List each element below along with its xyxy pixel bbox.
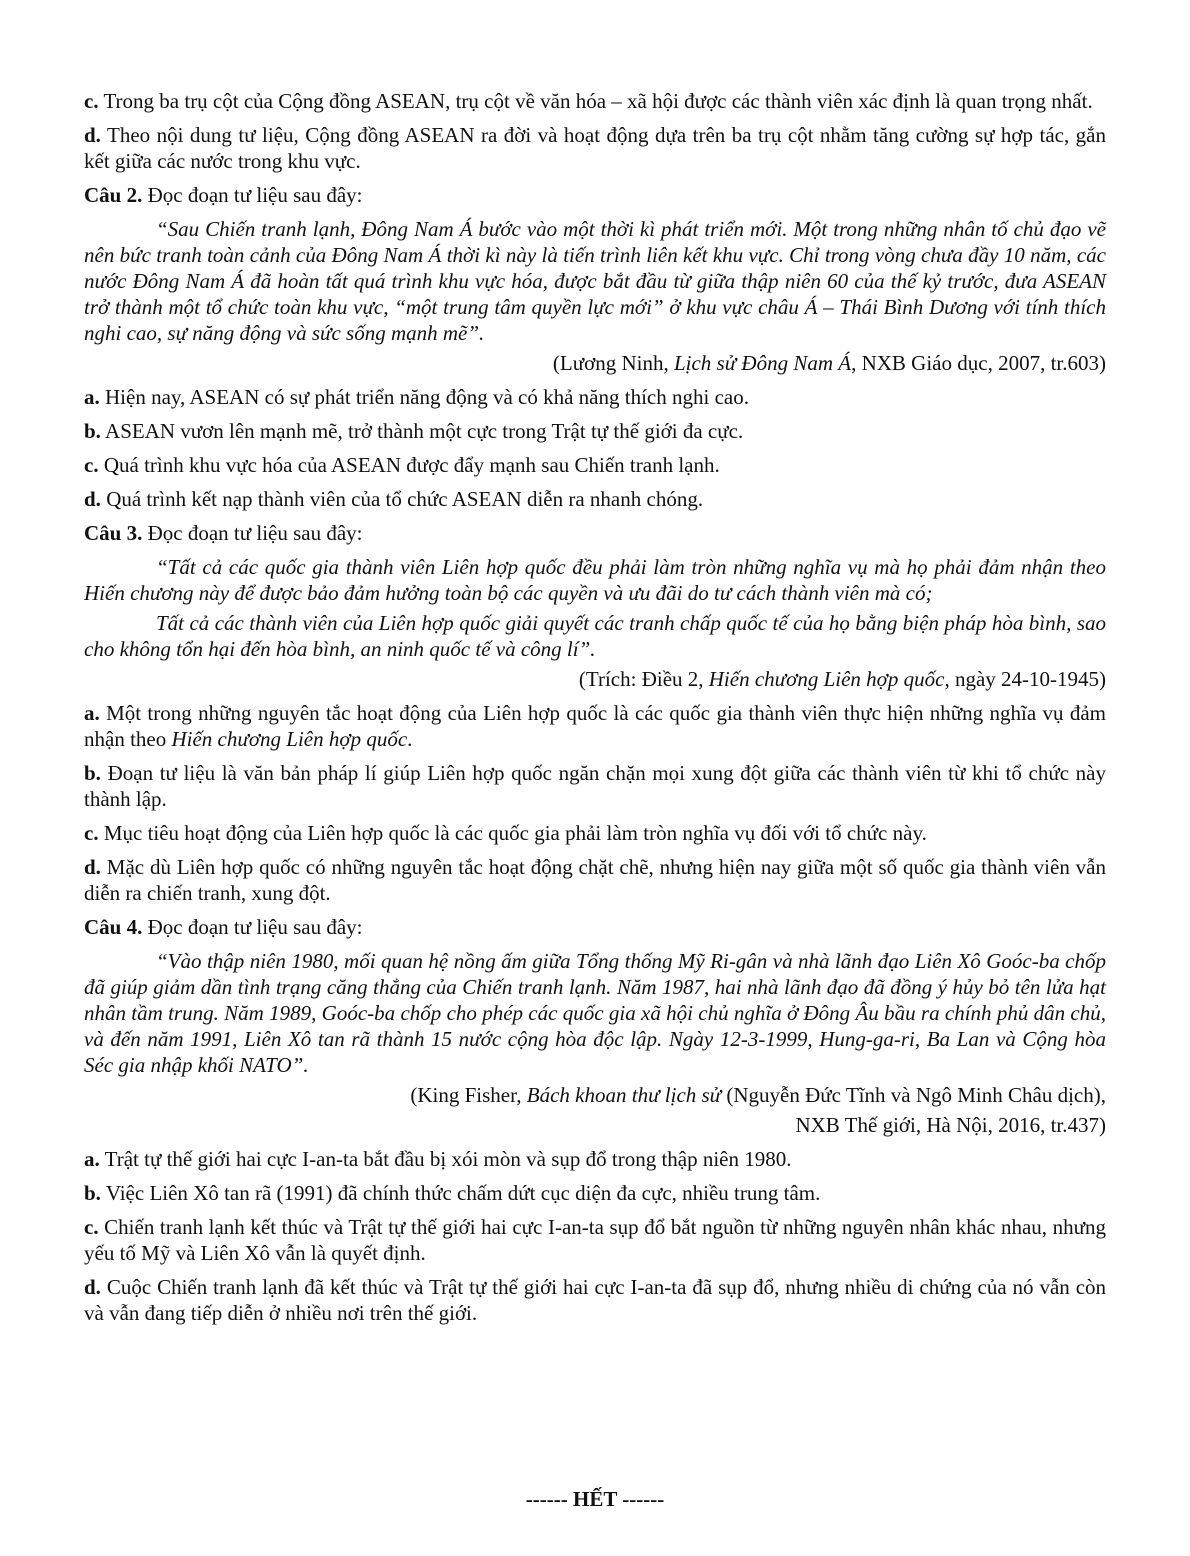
option-label: b. — [84, 761, 101, 785]
q2-option-a — [84, 384, 1106, 410]
q3-heading — [84, 520, 1106, 546]
option-label: b. — [84, 1181, 101, 1205]
option-label: c. — [84, 1215, 99, 1239]
option-label: c. — [84, 821, 99, 845]
q2-quote: “Sau Chiến tranh lạnh, Đông Nam Á bước vào một thời kì phát triển mới. Một trong những nhân tố chủ đạo vẽ nên bức tranh toàn cảnh của Đông Nam Á thời kì này là tiến trình liên kết khu vực. Chỉ trong vòng chưa đầy 10 năm, các nước Đông Nam Á đã hoàn tất quá trình khu vực hóa, được bắt đầu từ giữa thập niên 60 của thế kỷ trước, đưa ASEAN trở thành một tổ chức toàn khu vực, “một trung tâm quyền lực mới” ở khu vực châu Á – Thái Bình Dương với tính thích nghi cao, sự năng động và sức sống mạnh mẽ”. — [84, 217, 1106, 345]
option-text-emphasis: Hiến chương Liên hợp quốc — [171, 727, 408, 751]
source-prefix: (Lương Ninh, — [552, 351, 674, 375]
option-text: Mặc dù Liên hợp quốc có những nguyên tắc hoạt động chặt chẽ, nhưng hiện nay giữa một số quốc gia thành viên vẫn diễn ra chiến tranh, xung đột. — [84, 855, 1107, 905]
q3-option-c — [84, 820, 1106, 846]
question-title: Câu 3. — [84, 521, 143, 545]
option-text: Cuộc Chiến tranh lạnh đã kết thúc và Trật tự thế giới hai cực I-an-ta đã sụp đổ, nhưng nhiều di chứng của nó vẫn còn và vẫn đang tiếp diễn ở nhiều nơi trên thế giới. — [84, 1275, 1107, 1325]
q2-source — [84, 350, 1106, 376]
q3-option-b — [84, 760, 1106, 812]
q3-option-a — [84, 700, 1106, 752]
option-text: Một trong những nguyên tắc hoạt động của Liên hợp quốc là các quốc gia thành viên thực hiện những nghĩa vụ đảm nhận theo — [84, 701, 1106, 751]
source-title: Bách khoan thư lịch sử — [526, 1083, 722, 1107]
option-text: Việc Liên Xô tan rã (1991) đã chính thức chấm dứt cục diện đa cực, nhiều trung tâm. — [105, 1181, 821, 1205]
option-text: Theo nội dung tư liệu, Cộng đồng ASEAN ra đời và hoạt động dựa trên ba trụ cột nhằm tăng cường sự hợp tác, gắn kết giữa các nước trong khu vực. — [84, 123, 1106, 173]
q3-quote-1: “Tất cả các quốc gia thành viên Liên hợp quốc đều phải làm tròn những nghĩa vụ mà họ phải đảm nhận theo Hiến chương này để được bảo đảm hưởng toàn bộ các quyền và ưu đãi do tư cách thành viên mà có; — [84, 555, 1106, 605]
option-text: Trong ba trụ cột của Cộng đồng ASEAN, trụ cột về văn hóa – xã hội được các thành viên xác định là quan trọng nhất. — [103, 89, 1093, 113]
q1-option-d — [84, 122, 1106, 174]
q3-source — [84, 666, 1106, 692]
q4-option-c — [84, 1214, 1106, 1266]
option-label: d. — [84, 1275, 101, 1299]
source-suffix: (Nguyễn Đức Tĩnh và Ngô Minh Châu dịch), — [721, 1083, 1106, 1107]
option-label: a. — [84, 1147, 100, 1171]
q4-quote: “Vào thập niên 1980, mối quan hệ nồng ấm giữa Tổng thống Mỹ Ri-gân và nhà lãnh đạo Liên Xô Goóc-ba chốp đã giúp giảm dần tình trạng căng thẳng của Chiến tranh lạnh. Năm 1987, hai nhà lãnh đạo đã đồng ý hủy bỏ tên lửa hạt nhân tầm trung. Năm 1989, Goóc-ba chốp cho phép các quốc gia xã hội chủ nghĩa ở Đông Âu bầu ra chính phủ dân chủ, và đến năm 1991, Liên Xô tan rã thành 15 nước cộng hòa độc lập. Ngày 12-3-1999, Hung-ga-ri, Ba Lan và Cộng hòa Séc gia nhập khối NATO”. — [84, 949, 1106, 1077]
q4-source-line-1 — [84, 1082, 1106, 1108]
option-label: c. — [84, 89, 99, 113]
question-prompt: Đọc đoạn tư liệu sau đây: — [147, 183, 363, 207]
source-title: Lịch sử Đông Nam Á — [673, 351, 852, 375]
option-text: Đoạn tư liệu là văn bản pháp lí giúp Liên hợp quốc ngăn chặn mọi xung đột giữa các thành viên từ khi tổ chức này thành lập. — [84, 761, 1107, 811]
source-prefix: (King Fisher, — [410, 1083, 527, 1107]
option-text: Quá trình kết nạp thành viên của tổ chức ASEAN diễn ra nhanh chóng. — [106, 487, 704, 511]
q4-option-a — [84, 1146, 1106, 1172]
option-label: a. — [84, 385, 100, 409]
option-label: a. — [84, 701, 100, 725]
option-text: Quá trình khu vực hóa của ASEAN được đẩy mạnh sau Chiến tranh lạnh. — [103, 453, 720, 477]
q4-heading — [84, 914, 1106, 940]
question-title: Câu 2. — [84, 183, 143, 207]
exam-page — [84, 88, 1106, 1334]
option-text: ASEAN vươn lên mạnh mẽ, trở thành một cực trong Trật tự thế giới đa cực. — [105, 419, 744, 443]
option-label: b. — [84, 419, 101, 443]
q4-option-b — [84, 1180, 1106, 1206]
option-label: c. — [84, 453, 99, 477]
q2-heading — [84, 182, 1106, 208]
source-title: Hiến chương Liên hợp quốc — [708, 667, 945, 691]
q4-source-line-2: NXB Thế giới, Hà Nội, 2016, tr.437) — [795, 1113, 1106, 1137]
q1-option-c — [84, 88, 1106, 114]
option-label: d. — [84, 855, 101, 879]
q2-option-b — [84, 418, 1106, 444]
source-prefix: (Trích: Điều 2, — [578, 667, 709, 691]
option-text: Hiện nay, ASEAN có sự phát triển năng động và có khả năng thích nghi cao. — [105, 385, 749, 409]
question-title: Câu 4. — [84, 915, 143, 939]
option-text: Chiến tranh lạnh kết thúc và Trật tự thế giới hai cực I-an-ta sụp đổ bắt nguồn từ những nguyên nhân khác nhau, nhưng yếu tố Mỹ và Liên Xô vẫn là quyết định. — [84, 1215, 1107, 1265]
question-prompt: Đọc đoạn tư liệu sau đây: — [147, 521, 363, 545]
source-suffix: , NXB Giáo dục, 2007, tr.603) — [851, 351, 1106, 375]
question-prompt: Đọc đoạn tư liệu sau đây: — [147, 915, 363, 939]
end-marker: ------ HẾT ------ — [525, 1487, 665, 1511]
q3-option-d — [84, 854, 1106, 906]
q2-option-c — [84, 452, 1106, 478]
option-label: d. — [84, 123, 101, 147]
q2-option-d — [84, 486, 1106, 512]
q4-option-d — [84, 1274, 1106, 1326]
option-text: Trật tự thế giới hai cực I-an-ta bắt đầu bị xói mòn và sụp đổ trong thập niên 1980. — [104, 1147, 792, 1171]
option-text-end: . — [407, 727, 413, 751]
source-suffix: , ngày 24-10-1945) — [944, 667, 1106, 691]
option-text: Mục tiêu hoạt động của Liên hợp quốc là các quốc gia phải làm tròn nghĩa vụ đối với tổ chức này. — [103, 821, 927, 845]
q3-quote-2: Tất cả các thành viên của Liên hợp quốc giải quyết các tranh chấp quốc tế của họ bằng biện pháp hòa bình, sao cho không tổn hại đến hòa bình, an ninh quốc tế và công lí”. — [84, 611, 1106, 661]
option-label: d. — [84, 487, 101, 511]
